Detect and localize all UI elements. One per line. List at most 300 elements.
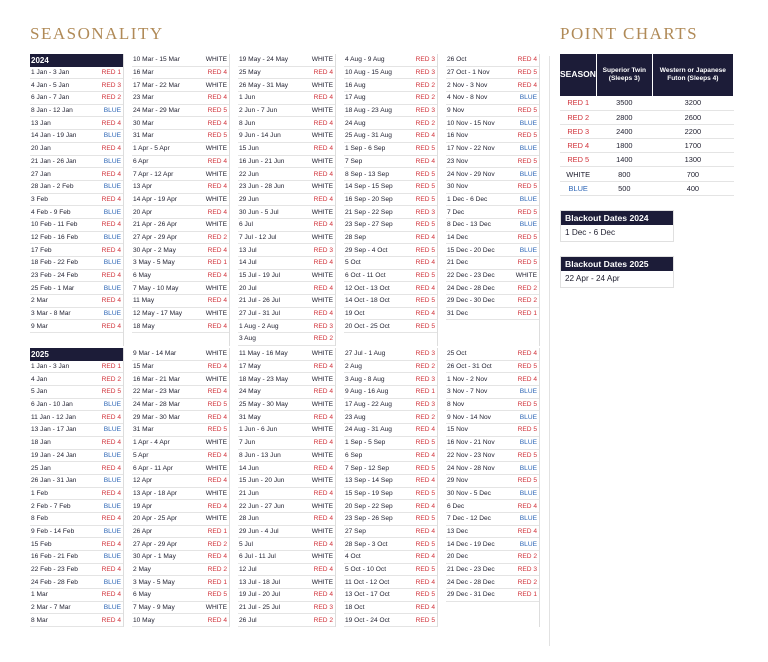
- season-row: [446, 143, 539, 156]
- season-label: RED 2: [517, 578, 537, 586]
- season-row: [30, 564, 123, 577]
- season-row: [344, 168, 437, 181]
- season-date: 23 Jun - 28 Jun: [239, 183, 285, 191]
- season-row: [446, 282, 539, 295]
- season-date: 21 Jan - 26 Jan: [31, 157, 77, 165]
- point-chart-row: [560, 167, 734, 181]
- season-label: RED 4: [207, 157, 227, 165]
- season-row: [344, 538, 437, 551]
- season-row: [30, 206, 123, 219]
- season-label: RED 2: [415, 81, 435, 89]
- season-row: [132, 488, 229, 501]
- season-date: 3 May - 5 May: [133, 259, 175, 267]
- season-row: [238, 130, 335, 143]
- season-row: [344, 181, 437, 194]
- season-date: 20 Dec: [447, 553, 468, 561]
- blackout-2024-dates: 1 Dec - 6 Dec: [565, 228, 616, 237]
- season-date: 26 Oct - 31 Oct: [447, 363, 492, 371]
- season-date: 15 Mar: [133, 363, 154, 371]
- season-date: 16 Nov - 21 Nov: [447, 439, 495, 447]
- season-row: [132, 105, 229, 118]
- season-date: 13 Oct - 17 Oct: [345, 591, 390, 599]
- season-row: [132, 206, 229, 219]
- season-label: WHITE: [311, 553, 333, 561]
- season-row: [344, 513, 437, 526]
- season-row: [344, 373, 437, 386]
- season-date: 11 May - 16 May: [239, 350, 288, 358]
- season-date: 31 Mar: [133, 426, 154, 434]
- season-row: [132, 437, 229, 450]
- season-label: WHITE: [205, 145, 227, 153]
- season-row: [344, 105, 437, 118]
- season-date: 3 Feb: [31, 195, 48, 203]
- season-label: RED 4: [207, 94, 227, 102]
- season-date: 5 Apr: [133, 451, 149, 459]
- point-value: 1700: [652, 139, 733, 153]
- year-header: 2025: [30, 348, 123, 361]
- season-label: RED 4: [207, 413, 227, 421]
- season-date: 24 May: [239, 388, 261, 396]
- season-row: [238, 168, 335, 181]
- season-row: [446, 168, 539, 181]
- season-date: 30 Nov - 5 Dec: [447, 489, 491, 497]
- season-date: 28 Sep: [345, 233, 366, 241]
- season-date: 28 Jan - 2 Feb: [31, 183, 74, 191]
- season-date: 26 May - 31 May: [239, 81, 289, 89]
- season-row: [132, 117, 229, 130]
- season-label: BLUE: [103, 477, 121, 485]
- season-label: RED 4: [101, 515, 121, 523]
- season-row: [238, 614, 335, 627]
- season-label: RED 5: [415, 297, 435, 305]
- season-row: [30, 130, 123, 143]
- season-date: 17 Feb: [31, 246, 52, 254]
- season-row: [30, 308, 123, 321]
- season-date: 7 Sep - 12 Sep: [345, 464, 389, 472]
- season-label: WHITE: [515, 272, 537, 280]
- season-column: [344, 348, 438, 627]
- point-chart-row: [560, 153, 734, 167]
- season-row: [30, 105, 123, 118]
- point-value: 2400: [596, 124, 652, 138]
- season-row: [446, 156, 539, 169]
- season-date: 13 Dec: [447, 527, 468, 535]
- season-row: [344, 320, 437, 333]
- season-label: RED 4: [517, 502, 537, 510]
- season-label: RED 5: [207, 426, 227, 434]
- season-date: 14 Dec: [447, 233, 468, 241]
- season-row: [132, 295, 229, 308]
- season-row: [344, 194, 437, 207]
- season-row: [446, 411, 539, 424]
- season-date: 23 Sep - 27 Sep: [345, 221, 393, 229]
- season-row: [132, 450, 229, 463]
- season-label: BLUE: [519, 540, 537, 548]
- season-date: 26 Oct: [447, 56, 467, 64]
- season-row: [132, 232, 229, 245]
- season-date: 22 Mar - 23 Mar: [133, 388, 180, 396]
- season-label: WHITE: [311, 527, 333, 535]
- season-label: RED 4: [101, 170, 121, 178]
- season-label: BLUE: [519, 170, 537, 178]
- season-date: 1 Mar: [31, 591, 48, 599]
- season-label: WHITE: [311, 272, 333, 280]
- season-date: 12 May - 17 May: [133, 310, 183, 318]
- season-label: RED 4: [207, 363, 227, 371]
- point-chart-header: SEASON: [560, 54, 596, 96]
- season-date: 25 Feb - 1 Mar: [31, 284, 75, 292]
- season-column: [30, 348, 124, 627]
- season-row: [132, 320, 229, 333]
- season-row: [132, 143, 229, 156]
- season-date: 20 Apr: [133, 208, 153, 216]
- season-label: RED 4: [313, 310, 333, 318]
- season-row: [132, 308, 229, 321]
- season-label: RED 4: [207, 502, 227, 510]
- season-row: [132, 462, 229, 475]
- season-row: [238, 361, 335, 374]
- season-date: 13 Apr - 18 Apr: [133, 489, 177, 497]
- season-row: [132, 79, 229, 92]
- season-row: [446, 361, 539, 374]
- season-row: [30, 462, 123, 475]
- season-date: 24 Dec - 28 Dec: [447, 578, 495, 586]
- season-date: 16 Feb - 21 Feb: [31, 553, 78, 561]
- season-date: 11 Oct - 12 Oct: [345, 578, 390, 586]
- point-value: 700: [652, 167, 733, 181]
- season-date: 31 Mar: [133, 132, 154, 140]
- season-date: 1 Dec - 6 Dec: [447, 195, 488, 203]
- season-label: RED 4: [207, 616, 227, 624]
- season-label: WHITE: [205, 170, 227, 178]
- season-row: [238, 333, 335, 346]
- season-label: RED 5: [415, 272, 435, 280]
- season-date: 15 Dec - 20 Dec: [447, 246, 495, 254]
- season-row: [446, 589, 539, 602]
- season-date: 18 Aug - 23 Aug: [345, 107, 392, 115]
- season-label: BLUE: [519, 515, 537, 523]
- season-label: RED 1: [101, 363, 121, 371]
- season-label: RED 4: [101, 616, 121, 624]
- season-date: 6 May: [133, 272, 151, 280]
- season-label: RED 2: [415, 363, 435, 371]
- season-label: RED 4: [313, 413, 333, 421]
- season-label: BLUE: [103, 401, 121, 409]
- season-date: 21 Jul - 25 Jul: [239, 604, 281, 612]
- season-row: [132, 257, 229, 270]
- season-label: RED 5: [517, 426, 537, 434]
- season-date: 28 Jun: [239, 515, 259, 523]
- year-header: 2024: [30, 54, 123, 67]
- season-row: [30, 576, 123, 589]
- season-date: 24 Aug - 31 Aug: [345, 426, 392, 434]
- season-date: 25 Jan: [31, 464, 51, 472]
- season-date: 21 Dec - 23 Dec: [447, 566, 495, 574]
- season-date: 11 May: [133, 297, 155, 305]
- season-row: [30, 143, 123, 156]
- season-label: RED 4: [207, 69, 227, 77]
- season-date: 6 Dec: [447, 502, 465, 510]
- season-date: 7 May - 10 May: [133, 284, 179, 292]
- point-value: 1400: [596, 153, 652, 167]
- season-label: RED 4: [101, 221, 121, 229]
- season-date: 13 Jul - 18 Jul: [239, 578, 281, 586]
- season-row: [446, 194, 539, 207]
- season-label: RED 5: [207, 107, 227, 115]
- season-date: 4 Jan: [31, 375, 48, 383]
- season-label: RED 1: [207, 259, 227, 267]
- season-label: WHITE: [205, 350, 227, 358]
- season-date: 15 Nov: [447, 426, 468, 434]
- season-label: RED 5: [415, 183, 435, 191]
- season-date: 20 Sep - 22 Sep: [345, 502, 393, 510]
- season-date: 10 Nov - 15 Nov: [447, 119, 495, 127]
- season-row: [30, 551, 123, 564]
- season-label: BLUE: [103, 132, 121, 140]
- season-date: 24 Nov - 28 Nov: [447, 464, 495, 472]
- point-charts-title: POINT CHARTS: [560, 24, 699, 43]
- season-row: [132, 614, 229, 627]
- season-date: 22 Nov - 23 Nov: [447, 451, 495, 459]
- season-row: [238, 232, 335, 245]
- season-date: 13 Jan - 17 Jan: [31, 426, 77, 434]
- season-date: 23 Mar: [133, 94, 154, 102]
- season-label: RED 5: [207, 132, 227, 140]
- season-label: RED 2: [313, 335, 333, 343]
- season-row: [238, 602, 335, 615]
- season-row: [238, 538, 335, 551]
- season-label: RED 5: [517, 69, 537, 77]
- season-date: 27 Sep: [345, 527, 366, 535]
- season-date: 8 Feb: [31, 515, 48, 523]
- season-label: RED 4: [313, 515, 333, 523]
- season-label: WHITE: [311, 451, 333, 459]
- season-label: RED 3: [313, 604, 333, 612]
- season-label: RED 4: [517, 56, 537, 64]
- season-label: BLUE: [519, 439, 537, 447]
- season-row: [30, 156, 123, 169]
- season-column: [238, 348, 336, 627]
- season-label: RED 2: [313, 616, 333, 624]
- season-row: [132, 348, 229, 361]
- season-date: 1 Feb: [31, 489, 48, 497]
- season-row: [446, 257, 539, 270]
- season-label: BLUE: [519, 94, 537, 102]
- season-row: [30, 282, 123, 295]
- season-row: [446, 117, 539, 130]
- season-label: RED 4: [313, 566, 333, 574]
- season-label: WHITE: [205, 56, 227, 64]
- season-date: 8 Mar: [31, 616, 48, 624]
- season-label: RED 1: [517, 310, 537, 318]
- season-date: 7 Dec: [447, 208, 465, 216]
- season-row: [238, 54, 335, 67]
- season-label: RED 2: [415, 413, 435, 421]
- season-label: RED 5: [517, 208, 537, 216]
- point-chart-table: [560, 54, 734, 196]
- season-label: RED 4: [101, 489, 121, 497]
- season-date: 10 Mar - 15 Mar: [133, 56, 180, 64]
- season-label: WHITE: [311, 233, 333, 241]
- season-date: 27 Jan: [31, 170, 51, 178]
- season-label: RED 5: [415, 464, 435, 472]
- season-row: [446, 526, 539, 539]
- season-label: RED 2: [517, 284, 537, 292]
- season-row: [344, 614, 437, 627]
- season-date: 21 Dec: [447, 259, 468, 267]
- season-label: RED 4: [101, 145, 121, 153]
- season-date: 1 Apr - 4 Apr: [133, 439, 170, 447]
- point-chart-row: [560, 110, 734, 124]
- point-chart-header-row: [560, 54, 734, 96]
- season-label: RED 4: [415, 502, 435, 510]
- season-date: 14 Dec - 19 Dec: [447, 540, 495, 548]
- season-label: RED 1: [101, 69, 121, 77]
- season-label: RED 3: [415, 401, 435, 409]
- blackout-2024-box: [560, 210, 674, 242]
- season-row: [446, 54, 539, 67]
- season-date: 20 Apr - 25 Apr: [133, 515, 177, 523]
- season-label: RED 4: [101, 540, 121, 548]
- season-row: [132, 411, 229, 424]
- season-label: RED 4: [101, 246, 121, 254]
- season-date: 13 Sep - 14 Sep: [345, 477, 393, 485]
- season-label: RED 4: [207, 451, 227, 459]
- season-row: [132, 373, 229, 386]
- season-label: RED 4: [313, 170, 333, 178]
- season-row: [446, 538, 539, 551]
- season-row: [30, 244, 123, 257]
- point-value: 400: [652, 181, 733, 195]
- point-chart-row: [560, 124, 734, 138]
- season-label: RED 2: [415, 94, 435, 102]
- season-row: [238, 143, 335, 156]
- season-label: RED 2: [207, 540, 227, 548]
- season-label: BLUE: [103, 157, 121, 165]
- season-label: WHITE: [311, 81, 333, 89]
- season-date: 28 Sep - 3 Oct: [345, 540, 388, 548]
- season-row: [132, 551, 229, 564]
- season-label: BLUE: [519, 246, 537, 254]
- season-row: [132, 424, 229, 437]
- season-row: [238, 551, 335, 564]
- season-row: [30, 488, 123, 501]
- season-row: [30, 526, 123, 539]
- season-label: RED 4: [101, 591, 121, 599]
- season-date: 17 Mar - 22 Mar: [133, 81, 180, 89]
- season-label: RED 4: [207, 297, 227, 305]
- season-row: [132, 156, 229, 169]
- season-date: 24 Dec - 28 Dec: [447, 284, 495, 292]
- season-date: 16 Jun - 21 Jun: [239, 157, 285, 165]
- season-column: [132, 348, 230, 627]
- season-label: WHITE: [311, 477, 333, 485]
- season-label: RED 4: [101, 413, 121, 421]
- season-label: RED 4: [415, 426, 435, 434]
- season-date: 7 May - 9 May: [133, 604, 175, 612]
- season-date: 18 Oct: [345, 604, 365, 612]
- season-row: [344, 270, 437, 283]
- season-date: 9 Nov: [447, 107, 465, 115]
- season-row: [344, 589, 437, 602]
- season-date: 9 Mar: [31, 322, 48, 330]
- season-row: [238, 411, 335, 424]
- season-date: 7 Dec - 12 Dec: [447, 515, 491, 523]
- season-label: WHITE: [311, 107, 333, 115]
- season-date: 14 Jan - 19 Jan: [31, 132, 77, 140]
- season-label: RED 5: [415, 540, 435, 548]
- season-row: [344, 130, 437, 143]
- season-label: RED 3: [517, 566, 537, 574]
- season-row: [132, 67, 229, 80]
- season-row: [132, 194, 229, 207]
- season-date: 15 Jun: [239, 145, 259, 153]
- season-row: [446, 308, 539, 321]
- season-label: RED 4: [415, 259, 435, 267]
- season-label: RED 4: [313, 221, 333, 229]
- season-row: [344, 475, 437, 488]
- point-season: WHITE: [560, 167, 596, 181]
- point-value: 1300: [652, 153, 733, 167]
- season-row: [30, 424, 123, 437]
- season-date: 23 Sep - 26 Sep: [345, 515, 393, 523]
- season-date: 6 Oct - 11 Oct: [345, 272, 386, 280]
- season-row: [132, 361, 229, 374]
- season-row: [344, 117, 437, 130]
- season-date: 29 Nov: [447, 477, 468, 485]
- season-date: 2 Nov - 3 Nov: [447, 81, 488, 89]
- season-date: 9 Jun - 14 Jun: [239, 132, 281, 140]
- season-label: RED 4: [313, 69, 333, 77]
- season-date: 6 Apr - 11 Apr: [133, 464, 173, 472]
- season-label: BLUE: [103, 604, 121, 612]
- season-row: [344, 295, 437, 308]
- season-date: 29 Sep - 4 Oct: [345, 246, 388, 254]
- season-label: RED 5: [517, 477, 537, 485]
- season-date: 5 Jul: [239, 540, 253, 548]
- season-date: 21 Jun: [239, 489, 259, 497]
- season-row: [30, 450, 123, 463]
- season-column: [238, 54, 336, 346]
- season-date: 6 May: [133, 591, 151, 599]
- season-label: RED 4: [207, 119, 227, 127]
- season-date: 27 Jul - 1 Aug: [345, 350, 386, 358]
- season-date: 6 Jan - 10 Jan: [31, 401, 73, 409]
- season-label: WHITE: [205, 604, 227, 612]
- season-date: 7 Jun: [239, 439, 256, 447]
- season-date: 17 Aug - 22 Aug: [345, 401, 392, 409]
- season-label: RED 3: [415, 69, 435, 77]
- season-label: BLUE: [103, 107, 121, 115]
- season-row: [30, 219, 123, 232]
- season-label: RED 3: [415, 107, 435, 115]
- season-label: WHITE: [311, 502, 333, 510]
- season-date: 30 Nov: [447, 183, 468, 191]
- season-date: 24 Mar - 28 Mar: [133, 401, 180, 409]
- season-date: 5 Jan: [31, 388, 48, 396]
- season-label: BLUE: [103, 578, 121, 586]
- season-date: 26 Jan - 31 Jan: [31, 477, 77, 485]
- season-label: RED 1: [207, 527, 227, 535]
- season-row: [446, 219, 539, 232]
- season-date: 23 Aug: [345, 413, 366, 421]
- season-label: BLUE: [519, 145, 537, 153]
- season-date: 5 Oct - 10 Oct: [345, 566, 387, 574]
- season-label: RED 4: [313, 119, 333, 127]
- season-row: [238, 450, 335, 463]
- season-row: [238, 526, 335, 539]
- season-date: 6 Apr: [133, 157, 149, 165]
